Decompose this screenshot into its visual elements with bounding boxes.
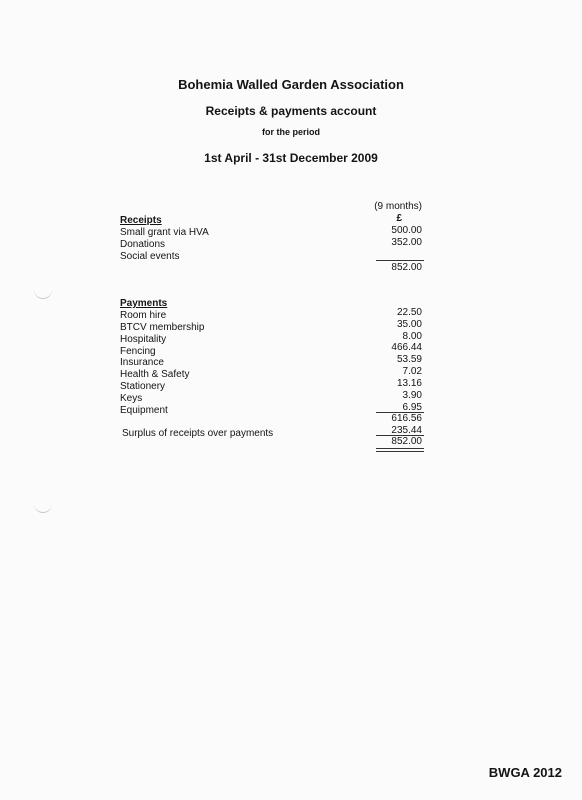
receipt-amount: 500.00 <box>391 225 422 236</box>
payment-amount: 8.00 <box>402 331 422 342</box>
punch-hole <box>34 498 52 513</box>
surplus-label: Surplus of receipts over payments <box>122 428 274 439</box>
surplus-amount: 235.44 <box>391 425 422 436</box>
payment-amount: 466.44 <box>391 342 422 353</box>
receipt-amount: 352.00 <box>391 237 422 248</box>
payment-label: Insurance <box>120 357 164 368</box>
receipts-total: 852.00 <box>391 262 422 273</box>
payment-amount: 22.50 <box>396 307 422 318</box>
payment-amount: 6.95 <box>402 402 422 413</box>
payment-label: Stationery <box>120 381 166 392</box>
payments-total: 616.56 <box>391 413 422 424</box>
receipts-heading: Receipts <box>120 215 162 226</box>
receipt-label: Donations <box>120 239 166 250</box>
document-subtitle: Receipts & payments account <box>205 104 377 118</box>
payment-amount: 13.16 <box>396 378 422 389</box>
footer-stamp: BWGA 2012 <box>488 765 562 780</box>
double-underline <box>376 448 424 449</box>
payment-label: Hospitality <box>120 334 167 345</box>
payment-amount: 7.02 <box>402 366 422 377</box>
payment-amount: 35.00 <box>396 319 422 330</box>
payment-label: Fencing <box>120 346 156 357</box>
payment-label: BTCV membership <box>120 322 205 333</box>
period: 1st April - 31st December 2009 <box>204 151 378 165</box>
payment-label: Health & Safety <box>120 369 190 380</box>
double-underline <box>376 451 424 452</box>
receipt-label: Small grant via HVA <box>120 227 209 238</box>
currency-symbol: £ <box>396 213 402 224</box>
payment-label: Keys <box>120 393 143 404</box>
payment-label: Equipment <box>120 405 168 416</box>
payment-amount: 3.90 <box>402 390 422 401</box>
receipt-label: Social events <box>120 251 180 262</box>
period-label: for the period <box>262 127 320 137</box>
grand-total: 852.00 <box>391 436 422 447</box>
document-title: Bohemia Walled Garden Association <box>178 77 404 92</box>
payment-label: Room hire <box>120 310 167 321</box>
column-header: (9 months) <box>374 201 422 212</box>
subtotal-rule <box>376 260 424 261</box>
payments-heading: Payments <box>120 298 168 309</box>
payment-amount: 53.59 <box>396 354 422 365</box>
punch-hole <box>34 284 52 299</box>
